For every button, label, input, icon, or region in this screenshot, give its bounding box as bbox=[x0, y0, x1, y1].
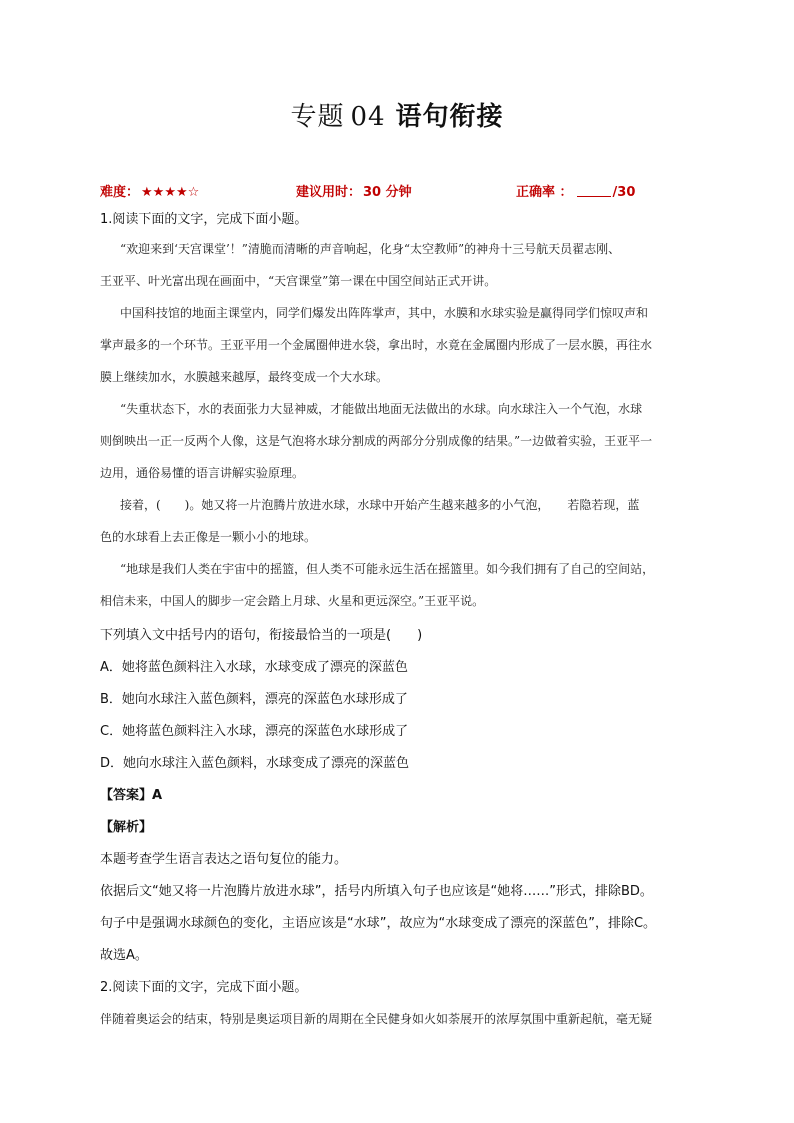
page-title: 专题 04 语句衔接 bbox=[290, 102, 504, 132]
passage-line: 色的水球看上去正像是一颗小小的地球。 bbox=[100, 530, 317, 544]
passage-line: “失重状态下，水的表面张力大显神威，才能做出地面无法做出的水球。向水球注入一个气泡，水球 bbox=[120, 402, 643, 416]
difficulty-stars: ★★★★☆ bbox=[141, 185, 200, 200]
accuracy: 正确率 ： /30 bbox=[516, 185, 636, 200]
passage-line: 接着，( )。她又将一片泡腾片放进水球，水球中开始产生越来越多的小气泡， 若隐若现，蓝 bbox=[120, 498, 640, 512]
passage-line: “欢迎来到‘天宫课堂’！”清脆而清晰的声音响起，化身“太空教师”的神舟十三号航天员翟志刚、 bbox=[120, 242, 621, 256]
option-c: C．她将蓝色颜料注入水球，漂亮的深蓝色水球形成了 bbox=[100, 724, 409, 739]
question-stem: 下列填入文中括号内的语句，衔接最恰当的一项是( ) bbox=[100, 628, 423, 643]
analysis-line: 故选A。 bbox=[100, 948, 148, 963]
passage-line: 膜上继续加水，水膜越来越厚，最终变成一个大水球。 bbox=[100, 370, 389, 384]
accuracy-blank bbox=[577, 184, 611, 197]
answer: 【答案】A bbox=[100, 788, 163, 803]
analysis-line: 本题考查学生语言表达之语句复位的能力。 bbox=[100, 852, 348, 867]
option-b: B．她向水球注入蓝色颜料，漂亮的深蓝色水球形成了 bbox=[100, 692, 408, 707]
passage-line: 相信未来，中国人的脚步一定会踏上月球、火星和更远深空。”王亚平说。 bbox=[100, 594, 485, 608]
analysis-label: 【解析】 bbox=[100, 820, 153, 835]
option-a: A．她将蓝色颜料注入水球，水球变成了漂亮的深蓝色 bbox=[100, 660, 408, 675]
passage-line: 伴随着奥运会的结束，特别是奥运项目新的周期在全民健身如火如荼展开的浓厚氛围中重新起航，毫无疑 bbox=[100, 1012, 653, 1026]
q1-heading: 1.阅读下面的文字，完成下面小题。 bbox=[100, 212, 308, 227]
passage-line: 王亚平、叶光富出现在画面中，“天宫课堂”第一课在中国空间站正式开讲。 bbox=[100, 274, 497, 288]
passage-line: 边用，通俗易懂的语言讲解实验原理。 bbox=[100, 466, 305, 480]
passage-line: “地球是我们人类在宇宙中的摇篮，但人类不可能永远生活在摇篮里。如今我们拥有了自己的空间站， bbox=[120, 562, 655, 576]
analysis-line: 句子中是强调水球颜色的变化，主语应该是“水球”，故应为“水球变成了漂亮的深蓝色”，排除C。 bbox=[100, 916, 657, 931]
passage-line: 中国科技馆的地面主课堂内，同学们爆发出阵阵掌声，其中，水膜和水球实验是赢得同学们惊叹声和 bbox=[120, 306, 649, 320]
analysis-line: 依据后文“她又将一片泡腾片放进水球”，括号内所填入句子也应该是“她将……”形式，排除BD。 bbox=[100, 884, 653, 899]
q2-heading: 2.阅读下面的文字，完成下面小题。 bbox=[100, 980, 308, 995]
difficulty: 难度： ★★★★☆ bbox=[100, 185, 200, 200]
suggested-time: 建议用时： 30 分钟 bbox=[296, 185, 412, 200]
passage-line: 则倒映出一正一反两个人像，这是气泡将水球分割成的两部分分别成像的结果。”一边做着实验，王亚平一 bbox=[100, 434, 653, 448]
option-d: D．她向水球注入蓝色颜料，水球变成了漂亮的深蓝色 bbox=[100, 756, 410, 771]
passage-line: 掌声最多的一个环节。王亚平用一个金属圈伸进水袋，拿出时，水竟在金属圈内形成了一层水膜，再往水 bbox=[100, 338, 653, 352]
